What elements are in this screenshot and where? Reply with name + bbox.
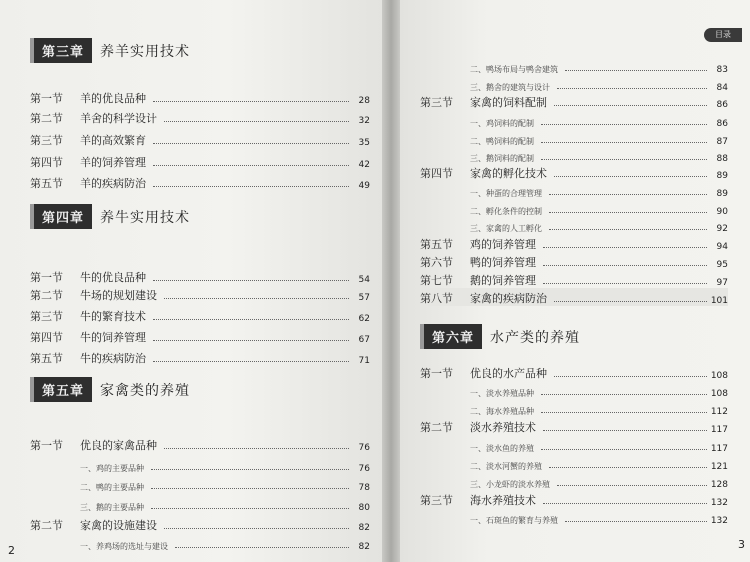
dot-leader xyxy=(543,247,707,248)
page-ref: 57 xyxy=(358,293,370,303)
section-title: 淡水养殖技术 xyxy=(470,421,536,434)
subentry-title: 一、种蛋的合理管理 xyxy=(470,189,542,198)
dot-leader xyxy=(153,165,349,166)
page-ref: 95 xyxy=(716,260,728,270)
dot-leader xyxy=(565,70,707,71)
section-number: 第五节 xyxy=(30,352,63,365)
section-number: 第一节 xyxy=(30,92,63,105)
dot-leader xyxy=(549,467,707,468)
subentry-title: 三、小龙虾的淡水养殖 xyxy=(470,480,550,489)
section-title: 羊的优良品种 xyxy=(80,92,146,105)
toc-section xyxy=(420,490,728,508)
dot-leader xyxy=(543,265,707,266)
toc-subentry xyxy=(420,146,728,164)
dot-leader xyxy=(554,376,707,377)
dot-leader xyxy=(153,186,349,187)
dot-leader xyxy=(557,88,707,89)
chapter-heading xyxy=(30,38,190,63)
toc-subentry xyxy=(420,111,728,129)
page-number-right: 3 xyxy=(738,538,745,551)
toc-subentry xyxy=(420,57,728,75)
toc-subentry xyxy=(30,475,370,493)
page-ref: 89 xyxy=(716,171,728,181)
section-number: 第三节 xyxy=(30,134,63,147)
toc-subentry xyxy=(420,129,728,147)
toc-subentry xyxy=(420,436,728,454)
toc-subentry xyxy=(30,534,370,552)
dot-leader xyxy=(541,449,707,450)
toc-section xyxy=(30,515,370,533)
toc-subentry xyxy=(420,454,728,472)
subentry-title: 二、淡水河蟹的养殖 xyxy=(470,462,542,471)
section-number: 第六节 xyxy=(420,256,453,269)
toc-section xyxy=(420,234,728,252)
page-ref: 32 xyxy=(358,116,370,126)
dot-leader xyxy=(541,159,707,160)
section-title: 牛的饲养管理 xyxy=(80,331,146,344)
subentry-title: 三、家禽的人工孵化 xyxy=(470,224,542,233)
section-title: 牛的疾病防治 xyxy=(80,352,146,365)
contents-tab: 目录 xyxy=(704,28,742,42)
page-ref: 76 xyxy=(358,443,370,453)
subentry-title: 一、鸡的主要品种 xyxy=(80,464,144,473)
section-number: 第二节 xyxy=(30,289,63,302)
chapter-badge: 第三章 xyxy=(30,38,92,63)
section-number: 第五节 xyxy=(30,177,63,190)
dot-leader xyxy=(153,143,349,144)
book-gutter xyxy=(382,0,400,562)
page-ref: 28 xyxy=(358,96,370,106)
section-number: 第八节 xyxy=(420,292,453,305)
page-ref: 121 xyxy=(710,462,728,472)
section-title: 牛的繁育技术 xyxy=(80,310,146,323)
toc-subentry xyxy=(420,181,728,199)
page-ref: 67 xyxy=(358,335,370,345)
page-ref: 97 xyxy=(716,278,728,288)
page-ref: 112 xyxy=(710,407,728,417)
toc-section xyxy=(30,130,370,148)
chapter-badge: 第五章 xyxy=(30,377,92,402)
section-number: 第七节 xyxy=(420,274,453,287)
page-ref: 71 xyxy=(358,356,370,366)
chapter-badge: 第四章 xyxy=(30,204,92,229)
toc-section xyxy=(30,306,370,324)
section-number: 第二节 xyxy=(30,519,63,532)
toc-section xyxy=(30,173,370,191)
toc-subentry xyxy=(420,472,728,490)
dot-leader xyxy=(549,212,707,213)
subentry-title: 一、养鸡场的选址与建设 xyxy=(80,542,168,551)
page-ref: 54 xyxy=(358,275,370,285)
chapter-title: 养羊实用技术 xyxy=(100,43,191,60)
section-title: 牛场的规划建设 xyxy=(80,289,157,302)
dot-leader xyxy=(549,194,707,195)
dot-leader xyxy=(175,547,349,548)
subentry-title: 三、鹅饲料的配制 xyxy=(470,154,534,163)
section-number: 第二节 xyxy=(420,421,453,434)
subentry-title: 一、鸡饲料的配制 xyxy=(470,119,534,128)
section-title: 家禽的饲料配制 xyxy=(470,96,547,109)
section-title: 鸭的饲养管理 xyxy=(470,256,536,269)
page-ref: 132 xyxy=(710,498,728,508)
toc-section xyxy=(420,252,728,270)
toc-section xyxy=(30,267,370,285)
dot-leader xyxy=(153,280,349,281)
dot-leader xyxy=(565,521,707,522)
dot-leader xyxy=(549,229,707,230)
page-ref: 83 xyxy=(716,65,728,75)
dot-leader xyxy=(541,394,707,395)
section-number: 第一节 xyxy=(30,271,63,284)
chapter-heading xyxy=(30,377,190,402)
section-number: 第三节 xyxy=(30,310,63,323)
subentry-title: 一、石斑鱼的繁育与养殖 xyxy=(470,516,558,525)
toc-section xyxy=(30,152,370,170)
section-title: 家禽的孵化技术 xyxy=(470,167,547,180)
chapter-heading xyxy=(420,324,580,349)
page-ref: 80 xyxy=(358,503,370,513)
section-title: 鸡的饲养管理 xyxy=(470,238,536,251)
dot-leader xyxy=(543,430,707,431)
toc-subentry xyxy=(420,508,728,526)
toc-section xyxy=(30,327,370,345)
section-number: 第四节 xyxy=(420,167,453,180)
page-ref: 86 xyxy=(716,119,728,129)
chapter-title: 家禽类的养殖 xyxy=(100,382,191,399)
page-ref: 101 xyxy=(710,296,728,306)
section-title: 家禽的疾病防治 xyxy=(470,292,547,305)
toc-subentry xyxy=(420,75,728,93)
page-ref: 49 xyxy=(358,181,370,191)
page-ref: 78 xyxy=(358,483,370,493)
toc-section xyxy=(420,417,728,435)
toc-section xyxy=(420,288,728,306)
page-ref: 117 xyxy=(710,444,728,454)
page-ref: 84 xyxy=(716,83,728,93)
page-ref: 42 xyxy=(358,160,370,170)
toc-subentry xyxy=(420,399,728,417)
page-ref: 117 xyxy=(710,425,728,435)
section-number: 第五节 xyxy=(420,238,453,251)
subentry-title: 三、鹅的主要品种 xyxy=(80,503,144,512)
chapter-title: 养牛实用技术 xyxy=(100,209,191,226)
dot-leader xyxy=(164,298,349,299)
subentry-title: 二、孵化条件的控制 xyxy=(470,207,542,216)
page-ref: 76 xyxy=(358,464,370,474)
page-ref: 92 xyxy=(716,224,728,234)
toc-section xyxy=(420,363,728,381)
page-ref: 89 xyxy=(716,189,728,199)
toc-subentry xyxy=(30,456,370,474)
dot-leader xyxy=(541,412,707,413)
chapter-badge: 第六章 xyxy=(420,324,482,349)
page-ref: 86 xyxy=(716,100,728,110)
dot-leader xyxy=(543,503,707,504)
subentry-title: 三、鹅舍的建筑与设计 xyxy=(470,83,550,92)
dot-leader xyxy=(153,319,349,320)
dot-leader xyxy=(557,485,707,486)
page-ref: 35 xyxy=(358,138,370,148)
chapter-heading xyxy=(30,204,190,229)
toc-section xyxy=(30,435,370,453)
dot-leader xyxy=(541,142,707,143)
page-ref: 82 xyxy=(358,523,370,533)
subentry-title: 一、淡水养殖品种 xyxy=(470,389,534,398)
toc-section xyxy=(30,348,370,366)
dot-leader xyxy=(541,124,707,125)
dot-leader xyxy=(151,508,349,509)
dot-leader xyxy=(153,361,349,362)
page-ref: 90 xyxy=(716,207,728,217)
page-ref: 108 xyxy=(710,389,728,399)
dot-leader xyxy=(153,101,349,102)
dot-leader xyxy=(554,301,707,302)
section-title: 鹅的饲养管理 xyxy=(470,274,536,287)
page-ref: 87 xyxy=(716,137,728,147)
dot-leader xyxy=(164,448,349,449)
subentry-title: 一、淡水鱼的养殖 xyxy=(470,444,534,453)
dot-leader xyxy=(164,121,349,122)
toc-subentry xyxy=(30,495,370,513)
toc-section xyxy=(30,285,370,303)
section-number: 第二节 xyxy=(30,112,63,125)
section-number: 第四节 xyxy=(30,156,63,169)
subentry-title: 二、鸭场布局与鸭舍建筑 xyxy=(470,65,558,74)
page-ref: 132 xyxy=(710,516,728,526)
toc-subentry xyxy=(420,199,728,217)
section-title: 家禽的设施建设 xyxy=(80,519,157,532)
dot-leader xyxy=(151,488,349,489)
chapter-title: 水产类的养殖 xyxy=(490,329,581,346)
section-number: 第三节 xyxy=(420,494,453,507)
page-ref: 128 xyxy=(710,480,728,490)
toc-section xyxy=(420,92,728,110)
subentry-title: 二、鸭的主要品种 xyxy=(80,483,144,492)
page-number-left: 2 xyxy=(8,544,15,557)
section-number: 第四节 xyxy=(30,331,63,344)
subentry-title: 二、鸭饲料的配制 xyxy=(470,137,534,146)
section-title: 牛的优良品种 xyxy=(80,271,146,284)
page-ref: 82 xyxy=(358,542,370,552)
section-title: 优良的水产品种 xyxy=(470,367,547,380)
dot-leader xyxy=(554,105,707,106)
page-ref: 108 xyxy=(710,371,728,381)
section-title: 羊的疾病防治 xyxy=(80,177,146,190)
dot-leader xyxy=(164,528,349,529)
section-number: 第一节 xyxy=(30,439,63,452)
section-number: 第三节 xyxy=(420,96,453,109)
section-title: 羊舍的科学设计 xyxy=(80,112,157,125)
section-title: 海水养殖技术 xyxy=(470,494,536,507)
section-title: 优良的家禽品种 xyxy=(80,439,157,452)
dot-leader xyxy=(543,283,707,284)
section-number: 第一节 xyxy=(420,367,453,380)
dot-leader xyxy=(153,340,349,341)
page-ref: 62 xyxy=(358,314,370,324)
toc-subentry xyxy=(420,381,728,399)
page-ref: 88 xyxy=(716,154,728,164)
toc-section xyxy=(420,270,728,288)
page-ref: 94 xyxy=(716,242,728,252)
section-title: 羊的高效繁育 xyxy=(80,134,146,147)
subentry-title: 二、海水养殖品种 xyxy=(470,407,534,416)
toc-section xyxy=(30,88,370,106)
toc-subentry xyxy=(420,216,728,234)
section-title: 羊的饲养管理 xyxy=(80,156,146,169)
toc-section xyxy=(420,163,728,181)
dot-leader xyxy=(554,176,707,177)
dot-leader xyxy=(151,469,349,470)
toc-section xyxy=(30,108,370,126)
